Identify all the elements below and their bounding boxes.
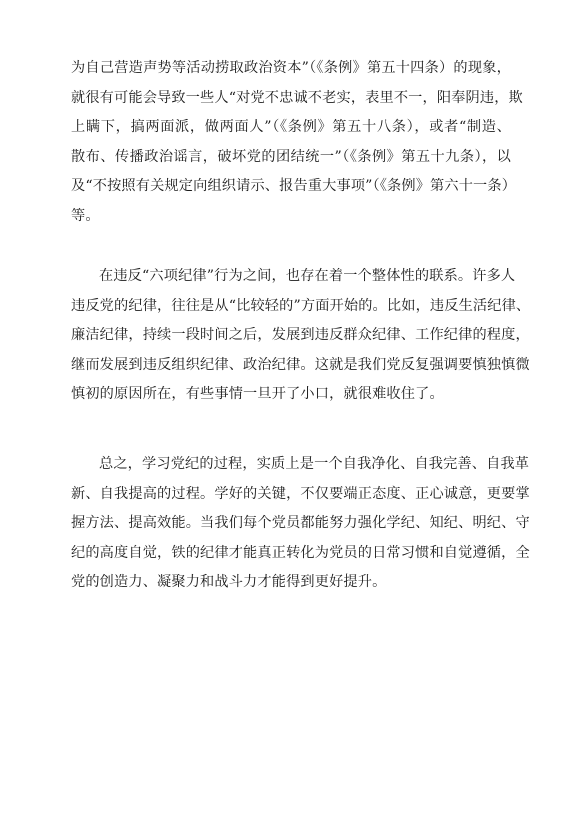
text-line: 及“不按照有关规定向组织请示、报告重大事项”（《条例》第六十一条） bbox=[71, 178, 517, 195]
text-line: 纪的高度自觉，铁的纪律才能真正转化为党员的日常习惯和自觉遵循，全 bbox=[71, 544, 530, 561]
text-line: 在违反“六项纪律”行为之间，也存在着一个整体性的联系。许多人 bbox=[99, 268, 516, 284]
paragraph-2 bbox=[71, 262, 531, 410]
text-line: 廉洁纪律，持续一段时间之后，发展到违反群众纪律、工作纪律的程度， bbox=[71, 327, 530, 344]
text-line: 为自己营造声势等活动捞取政治资本”（《条例》第五十四条）的现象， bbox=[71, 60, 511, 76]
text-line: 慎初的原因所在，有些事情一旦开了小口，就很难收住了。 bbox=[71, 386, 444, 403]
text-line: 新、自我提高的过程。学好的关键，不仅要端正态度、正心诚意，更要掌 bbox=[71, 485, 530, 502]
text-line: 就很有可能会导致一些人“对党不忠诚不老实，表里不一，阳奉阴违，欺 bbox=[71, 89, 523, 106]
paragraph-1 bbox=[71, 54, 523, 232]
paragraph-3 bbox=[71, 450, 530, 598]
text-line: 总之，学习党纪的过程，实质上是一个自我净化、自我完善、自我革 bbox=[99, 456, 530, 472]
text-line: 违反党的纪律，往往是从“比较轻的”方面开始的。比如，违反生活纪律、 bbox=[71, 297, 531, 314]
text-line: 等。 bbox=[71, 207, 100, 224]
text-line: 散布、传播政治谣言，破坏党的团结统一”（《条例》第五十九条），以 bbox=[71, 148, 511, 165]
text-line: 上瞒下，搞两面派，做两面人”（《条例》第五十八条），或者“制造、 bbox=[71, 119, 511, 136]
text-line: 党的创造力、凝聚力和战斗力才能得到更好提升。 bbox=[71, 574, 387, 591]
text-line: 继而发展到违反组织纪律、政治纪律。这就是我们党反复强调要慎独慎微 bbox=[71, 356, 530, 373]
text-line: 握方法、提高效能。当我们每个党员都能努力强化学纪、知纪、明纪、守 bbox=[71, 515, 530, 532]
